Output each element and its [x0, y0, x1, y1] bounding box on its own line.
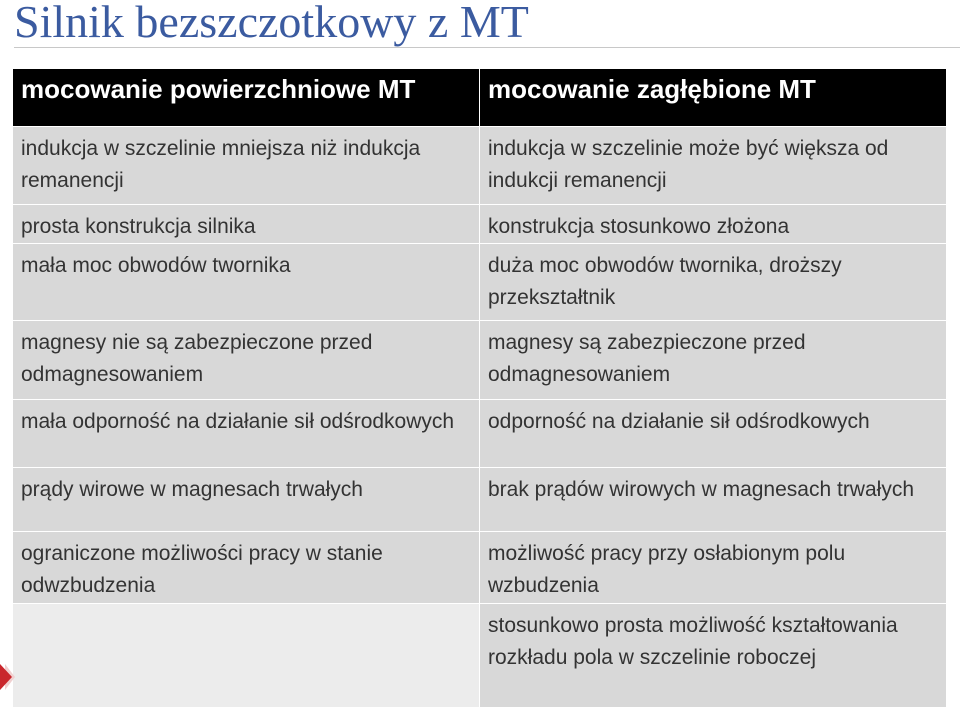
table-cell: stosunkowo prosta możliwość kształtowania rozkładu pola w szczelinie roboczej	[480, 604, 947, 708]
table-cell: mała odporność na działanie sił odśrodkowych	[13, 400, 480, 468]
table-cell: indukcja w szczelinie mniejsza niż indukcja remanencji	[13, 127, 480, 205]
table-cell: magnesy nie są zabezpieczone przed odmagnesowaniem	[13, 321, 480, 400]
slide-title: Silnik bezszczotkowy z MT	[14, 0, 529, 47]
table-row	[13, 604, 947, 708]
table-cell-empty	[13, 604, 480, 708]
table-cell: konstrukcja stosunkowo złożona	[480, 205, 947, 244]
table-row	[13, 321, 947, 400]
table-row	[13, 532, 947, 604]
comparison-table	[12, 68, 947, 708]
table-cell: indukcja w szczelinie może być większa od indukcji remanencji	[480, 127, 947, 205]
table-cell: prosta konstrukcja silnika	[13, 205, 480, 244]
table-cell: odporność na działanie sił odśrodkowych	[480, 400, 947, 468]
table-cell: mała moc obwodów twornika	[13, 244, 480, 321]
table-row	[13, 205, 947, 244]
table-cell: duża moc obwodów twornika, droższy przekształtnik	[480, 244, 947, 321]
table-row	[13, 468, 947, 532]
table-cell: brak prądów wirowych w magnesach trwałych	[480, 468, 947, 532]
table-header-row	[13, 69, 947, 127]
table-cell: ograniczone możliwości pracy w stanie odwzbudzenia	[13, 532, 480, 604]
header-embedded-mount: mocowanie zagłębione MT	[480, 69, 947, 127]
table-cell: prądy wirowe w magnesach trwałych	[13, 468, 480, 532]
header-surface-mount: mocowanie powierzchniowe MT	[13, 69, 480, 127]
table-cell: możliwość pracy przy osłabionym polu wzbudzenia	[480, 532, 947, 604]
table-cell: magnesy są zabezpieczone przed odmagnesowaniem	[480, 321, 947, 400]
table-row	[13, 244, 947, 321]
table-row	[13, 127, 947, 205]
title-divider	[14, 47, 960, 48]
triangle-arrow-icon	[0, 664, 12, 690]
table-row	[13, 400, 947, 468]
